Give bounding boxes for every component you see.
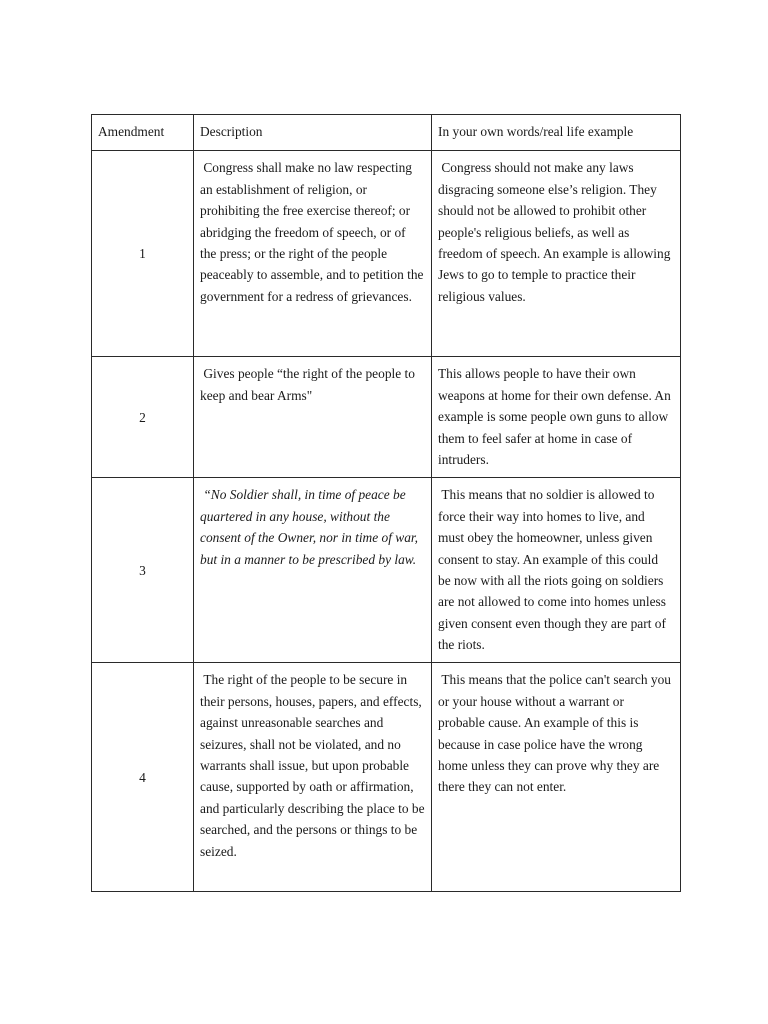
table-row [92, 151, 681, 357]
amendment-own-words: Congress should not make any laws disgracing someone else’s religion. They should not be allowed to prohibit other people's religious beliefs, as well as freedom of speech. An example is allowing Jews to go to temple to practice their religious values. [432, 151, 681, 357]
amendment-description: Gives people “the right of the people to keep and bear Arms" [194, 357, 432, 478]
amendment-description: The right of the people to be secure in their persons, houses, papers, and effects, against unreasonable searches and seizures, shall not be violated, and no warrants shall issue, but upon probable cause, supported by oath or affirmation, and particularly describing the place to be searched, and the persons or things to be seized. [194, 663, 432, 892]
table-row [92, 478, 681, 663]
amendment-number: 2 [92, 357, 194, 478]
amendments-table [91, 114, 681, 892]
header-amendment: Amendment [92, 115, 194, 151]
table-row [92, 357, 681, 478]
amendment-description: “No Soldier shall, in time of peace be quartered in any house, without the consent of the Owner, nor in time of war, but in a manner to be prescribed by law. [194, 478, 432, 663]
amendment-number: 1 [92, 151, 194, 357]
table-header-row [92, 115, 681, 151]
amendment-own-words: This means that no soldier is allowed to force their way into homes to live, and must obey the homeowner, unless given consent to stay. An example of this could be now with all the riots going on soldiers are not allowed to come into homes unless given consent even though they are part of the riots. [432, 478, 681, 663]
header-own-words: In your own words/real life example [432, 115, 681, 151]
amendment-own-words: This allows people to have their own weapons at home for their own defense. An example is some people own guns to allow them to feel safer at home in case of intruders. [432, 357, 681, 478]
amendment-own-words: This means that the police can't search you or your house without a warrant or probable cause. An example of this is because in case police have the wrong home unless they can prove why they are there they can not enter. [432, 663, 681, 892]
table-row [92, 663, 681, 892]
amendment-number: 4 [92, 663, 194, 892]
header-description: Description [194, 115, 432, 151]
amendment-description: Congress shall make no law respecting an establishment of religion, or prohibiting the free exercise thereof; or abridging the freedom of speech, or of the press; or the right of the people peaceably to assemble, and to petition the government for a redress of grievances. [194, 151, 432, 357]
amendment-number: 3 [92, 478, 194, 663]
